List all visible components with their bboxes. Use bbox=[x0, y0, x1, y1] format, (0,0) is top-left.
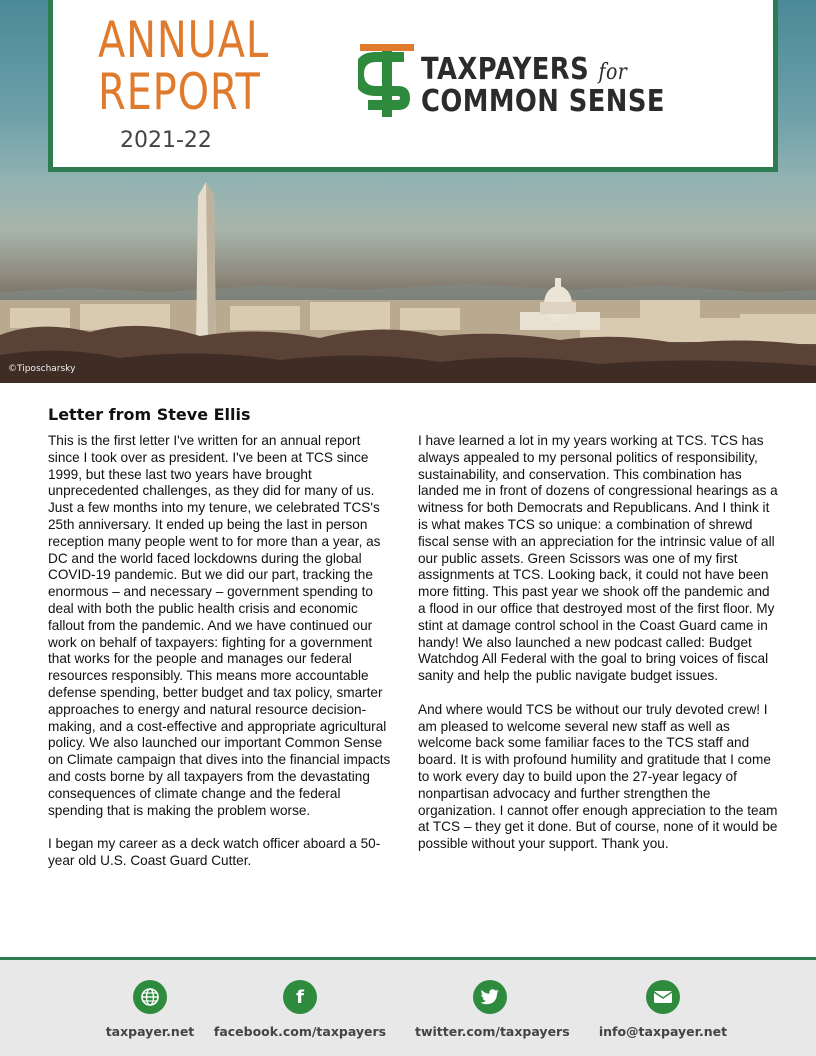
report-title-line2: REPORT bbox=[98, 63, 261, 121]
letter-paragraph: And where would TCS be without our truly devoted crew! I am pleased to welcome several new staff as well as welcome back some familiar faces to the TCS staff and board. It is with profound humility and gratitude that I come to work every day to build upon the 27-year legacy of nonpartisan advocacy and further strengthen the organization. I cannot offer enough appreciation to the team at TCS – they get it done. But of course, none of it would be possible without your support. Thank you. bbox=[418, 701, 778, 852]
website-link[interactable]: taxpayer.net bbox=[105, 1024, 195, 1039]
email-link[interactable]: info@taxpayer.net bbox=[598, 1024, 728, 1039]
letter-paragraph: I have learned a lot in my years working at TCS. TCS has always appealed to my personal politics of responsibility, sustainability, and conservation. This combination has landed me in front of dozens of congressional hearings as a witness for both Democrats and Republicans. And I think it is what makes TCS so unique: a combination of shrewd fiscal sense with an appreciation for the intrinsic value of all our public assets. Green Scissors was one of my first assignments at TCS. Looking back, it could not have been more fitting. This past year we shook off the pandemic and a flood in our office that destroyed most of the first floor. My stint at damage control school in the Coast Guard came in handy! We also launched a new podcast called: Budget Watchdog All Federal with the goal to bring voices of fiscal sanity and help the public navigate budget issues. bbox=[418, 433, 778, 684]
header-card bbox=[48, 0, 778, 172]
tcs-logo-mark-icon bbox=[358, 44, 416, 118]
contact-facebook[interactable] bbox=[212, 960, 388, 1039]
report-title bbox=[98, 11, 269, 121]
org-name-for: for bbox=[598, 60, 628, 85]
twitter-link[interactable]: twitter.com/taxpayers bbox=[415, 1024, 570, 1039]
letter-paragraph: I began my career as a deck watch officer aboard a 50-year old U.S. Coast Guard Cutter. bbox=[48, 836, 381, 868]
letter-paragraph: This is the first letter I've written for an annual report since I took over as president. I've been at TCS since 1999, but these last two years have brought unprecedented challenges, as they did for many of us. Just a few months into my tenure, we celebrated TCS's 25th anniversary. It ended up being the last in person reception many people went to for more than a year, as DC and the world faced lockdowns during the global COVID-19 pandemic. But we did our part, tracking the enormous – and necessary – government spending to deal with both the public health crisis and economic fallout from the pandemic. And we have continued our work on behalf of taxpayers: fighting for a government that works for the people and manages our federal resources responsibly. This means more accountable defense spending, better budget and tax policy, smarter approaches to energy and natural resource decision-making, and a cost-effective and appropriate agricultural policy. We also launched our important Common Sense on Climate campaign that dives into the financial impacts and costs borne by all taxpayers from the devastating consequences of climate change and the federal spending that is making the problem worse. bbox=[48, 433, 391, 818]
letter-column-right bbox=[418, 433, 778, 870]
footer bbox=[0, 960, 816, 1056]
letter-column-left bbox=[48, 433, 393, 887]
org-name-line2: COMMON SENSE bbox=[421, 84, 665, 119]
header-inner bbox=[53, 0, 773, 167]
org-name-taxpayers: TAXPAYERS bbox=[421, 52, 590, 87]
globe-icon bbox=[133, 980, 167, 1014]
photo-credit: ©Tiposcharsky bbox=[8, 364, 76, 374]
contact-email[interactable] bbox=[598, 960, 728, 1039]
contact-website[interactable] bbox=[95, 960, 205, 1039]
contact-twitter[interactable] bbox=[415, 960, 570, 1039]
facebook-icon: f bbox=[283, 980, 317, 1014]
email-icon bbox=[646, 980, 680, 1014]
twitter-icon bbox=[473, 980, 507, 1014]
report-year: 2021-22 bbox=[120, 128, 212, 153]
facebook-link[interactable]: facebook.com/taxpayers bbox=[213, 1024, 387, 1039]
report-title-line1: ANNUAL bbox=[98, 11, 269, 69]
org-name-line1 bbox=[421, 52, 627, 87]
letter-title: Letter from Steve Ellis bbox=[48, 405, 251, 424]
